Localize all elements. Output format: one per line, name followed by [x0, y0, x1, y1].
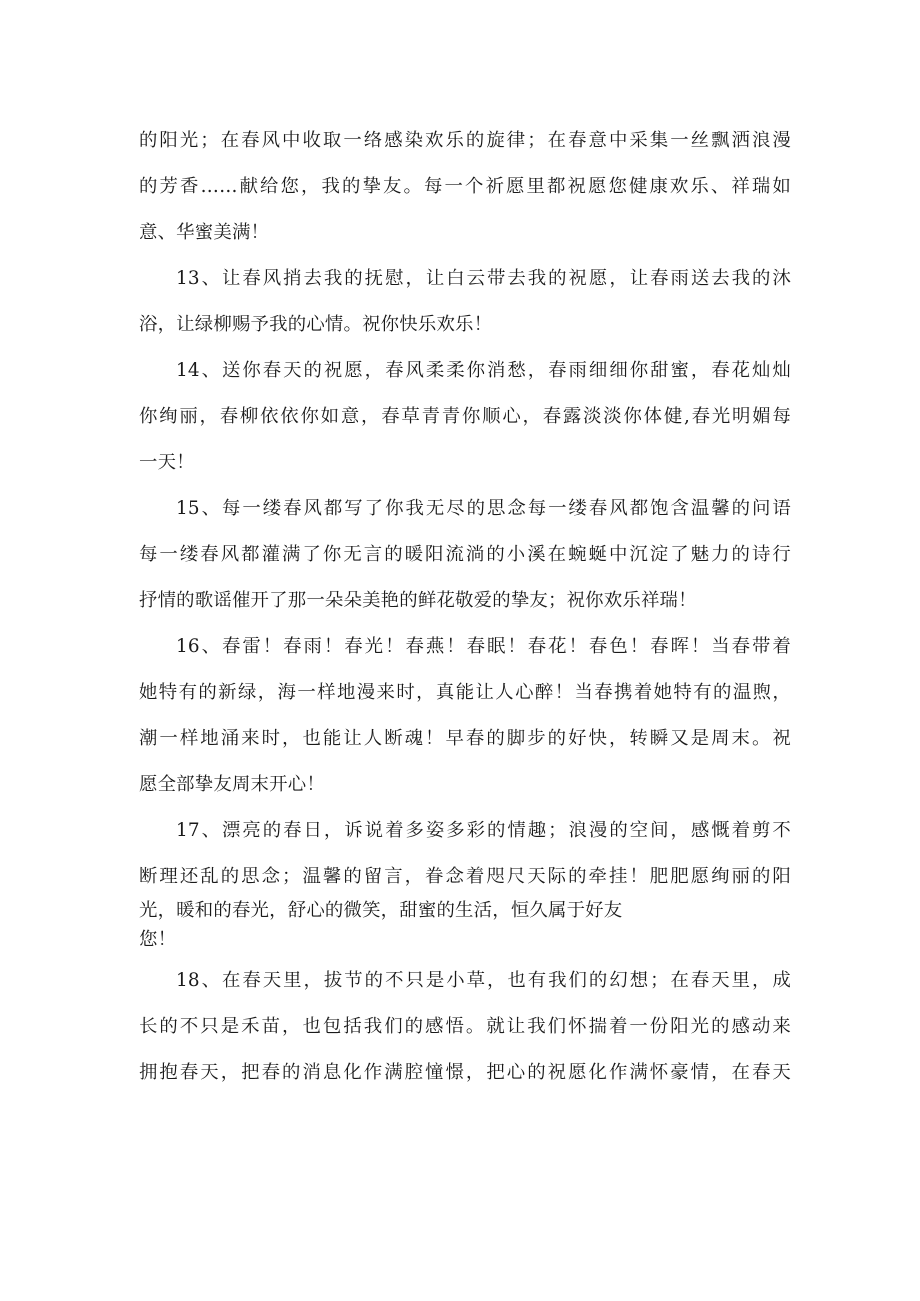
text-line: 您！	[139, 929, 177, 950]
text-line: 抒情的歌谣催开了那一朵朵美艳的鲜花敬爱的挚友；祝你欢乐祥瑞！	[139, 590, 697, 611]
text-line: 的阳光；在春风中收取一络感染欢乐的旋律；在春意中采集一丝飘洒浪漫	[139, 130, 791, 151]
text-line: 13、让春风捎去我的抚慰，让白云带去我的祝愿，让春雨送去我的沐	[176, 268, 791, 289]
text-line: 她特有的新绿，海一样地漫来时，真能让人心醉！当春携着她特有的温煦，	[139, 682, 791, 703]
text-line: 意、华蜜美满！	[139, 222, 270, 243]
text-line: 潮一样地涌来时，也能让人断魂！早春的脚步的好快，转瞬又是周末。祝	[139, 728, 791, 749]
text-line: 拥抱春天，把春的消息化作满腔憧憬，把心的祝愿化作满怀豪情，在春天	[139, 1062, 791, 1083]
text-line: 你绚丽，春柳依依你如意，春草青青你顺心，春露淡淡你体健,春光明媚每	[139, 406, 791, 427]
text-line: 断理还乱的思念；温馨的留言，眷念着咫尺天际的牵挂！肥肥愿绚丽的阳	[139, 866, 791, 887]
text-line: 浴，让绿柳赐予我的心情。祝你快乐欢乐！	[139, 314, 493, 335]
text-line: 愿全部挚友周末开心！	[139, 774, 325, 795]
document-body	[139, 118, 791, 1096]
text-line: 光，暖和的春光，舒心的微笑，甜蜜的生活，恒久属于好友	[139, 900, 623, 921]
text-line: 16、春雷！春雨！春光！春燕！春眠！春花！春色！春晖！当春带着	[176, 636, 791, 657]
text-line: 一天！	[139, 452, 195, 473]
text-line: 15、每一缕春风都写了你我无尽的思念每一缕春风都饱含温馨的问语	[176, 498, 791, 519]
text-line: 长的不只是禾苗，也包括我们的感悟。就让我们怀揣着一份阳光的感动来	[139, 1016, 791, 1037]
text-line: 14、送你春天的祝愿，春风柔柔你消愁，春雨细细你甜蜜，春花灿灿	[176, 360, 791, 381]
text-line: 17、漂亮的春日，诉说着多姿多彩的情趣；浪漫的空间，感慨着剪不	[176, 820, 791, 841]
text-line: 18、在春天里，拔节的不只是小草，也有我们的幻想；在春天里，成	[176, 970, 791, 991]
text-line: 的芳香……献给您，我的挚友。每一个祈愿里都祝愿您健康欢乐、祥瑞如	[139, 176, 791, 197]
text-line: 每一缕春风都灌满了你无言的暖阳流淌的小溪在蜿蜒中沉淀了魅力的诗行	[139, 544, 791, 565]
